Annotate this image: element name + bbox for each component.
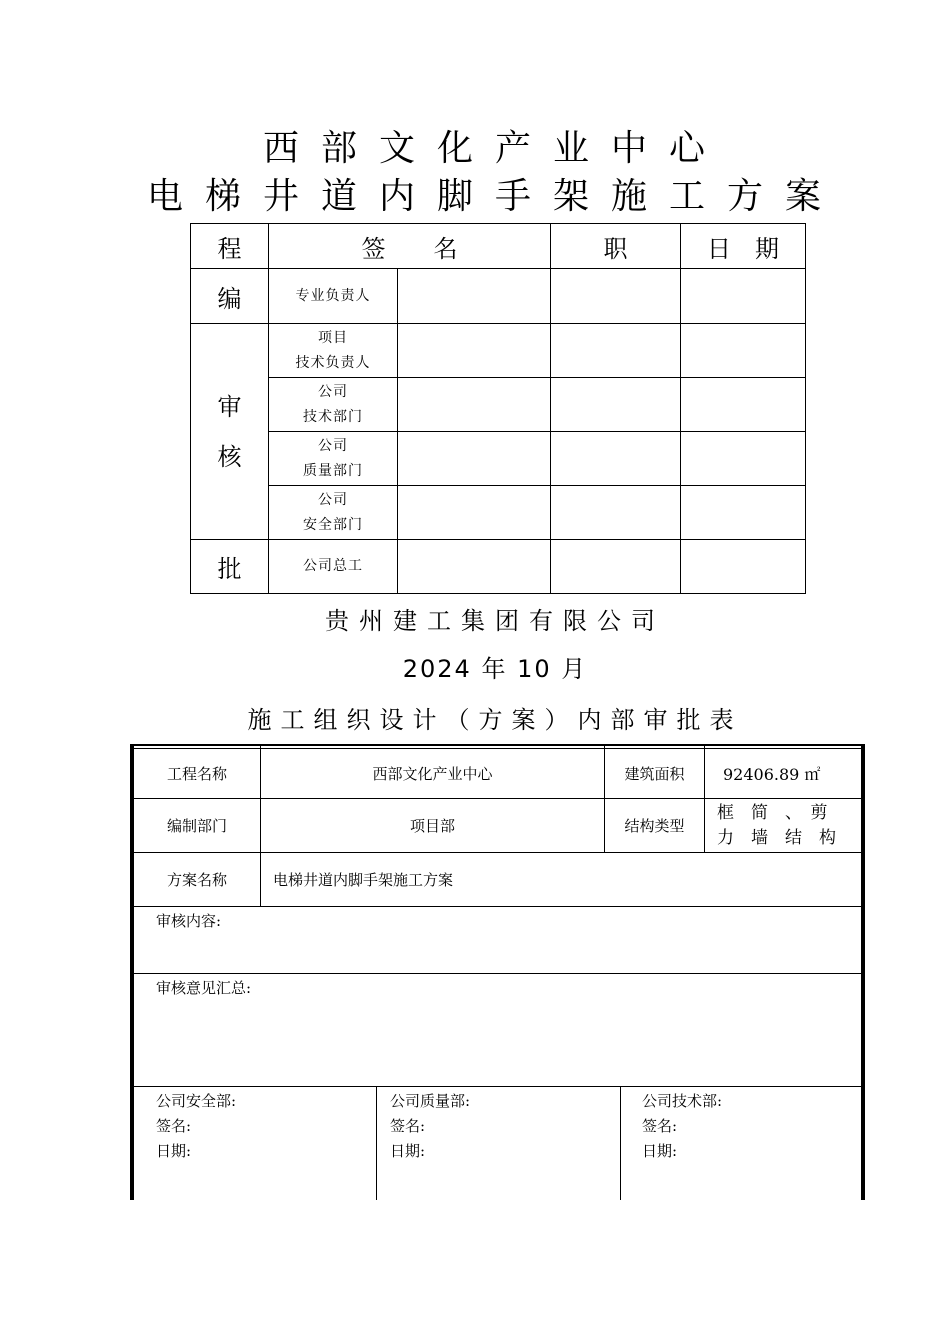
col-header-stage: 程 <box>217 234 242 263</box>
approval-form <box>130 744 865 1200</box>
role-line1: 公司 <box>318 437 348 454</box>
role-line1: 专业负责人 <box>295 287 371 304</box>
stage-review-bottom: 核 <box>217 442 242 471</box>
plan-name-value: 电梯井道内脚手架施工方案 <box>273 871 454 889</box>
role-line1: 公司总工 <box>303 558 363 574</box>
stage-approve: 批 <box>217 555 242 583</box>
col-header-position: 职 <box>603 234 628 263</box>
document-title: 电梯井道内脚手架施工方案 <box>146 176 843 217</box>
structure-value <box>705 799 861 852</box>
role-line1: 公司 <box>318 383 348 400</box>
stage-review <box>191 324 268 539</box>
department-block <box>642 1089 722 1164</box>
stage-compile: 编 <box>217 284 242 313</box>
structure-label: 结构类型 <box>624 817 685 835</box>
department-sign: 签名: <box>390 1117 426 1135</box>
role-line2: 质量部门 <box>303 462 363 479</box>
structure-value-line1: 框 简 、 剪 <box>717 802 828 823</box>
form-title: 施工组织设计（方案）内部审批表 <box>247 706 743 734</box>
stage-review-top: 审 <box>217 392 242 421</box>
role-line1: 公司 <box>318 491 348 508</box>
project-title: 西部文化产业中心 <box>262 128 727 169</box>
department-name: 公司质量部: <box>390 1092 471 1110</box>
role-cell <box>269 540 397 593</box>
col-header-date: 日 期 <box>707 234 779 263</box>
department-name: 公司安全部: <box>156 1092 237 1110</box>
department-date: 日期: <box>642 1142 678 1160</box>
department-block <box>390 1089 470 1164</box>
structure-value-line2: 力 墙 结 构 <box>717 827 836 848</box>
company-name: 贵州建工集团有限公司 <box>325 607 665 635</box>
role-line2: 安全部门 <box>303 516 363 533</box>
department-date: 日期: <box>156 1142 192 1160</box>
role-cell <box>269 486 397 539</box>
review-content-label: 审核内容: <box>156 912 222 930</box>
role-cell <box>269 432 397 485</box>
area-label: 建筑面积 <box>624 765 685 783</box>
review-summary-label: 审核意见汇总: <box>156 979 252 997</box>
role-cell <box>269 324 397 377</box>
department-sign: 签名: <box>156 1117 192 1135</box>
area-value: 92406.89 ㎡ <box>723 765 821 784</box>
document-date: 2024 年 10 月 <box>402 655 588 683</box>
dept-value: 项目部 <box>409 817 455 835</box>
role-line2: 技术部门 <box>303 408 363 425</box>
department-block <box>156 1089 236 1164</box>
role-cell <box>269 378 397 431</box>
signature-table <box>190 223 806 594</box>
department-date: 日期: <box>390 1142 426 1160</box>
role-line2: 技术负责人 <box>295 354 371 371</box>
dept-label: 编制部门 <box>166 817 227 835</box>
col-header-signature: 签 名 <box>361 234 458 263</box>
project-name-label: 工程名称 <box>166 765 227 783</box>
department-name: 公司技术部: <box>642 1092 723 1110</box>
plan-name-label: 方案名称 <box>166 871 227 889</box>
role-line1: 项目 <box>318 329 348 346</box>
project-name-value: 西部文化产业中心 <box>372 765 493 783</box>
department-sign: 签名: <box>642 1117 678 1135</box>
role-cell <box>269 269 397 323</box>
